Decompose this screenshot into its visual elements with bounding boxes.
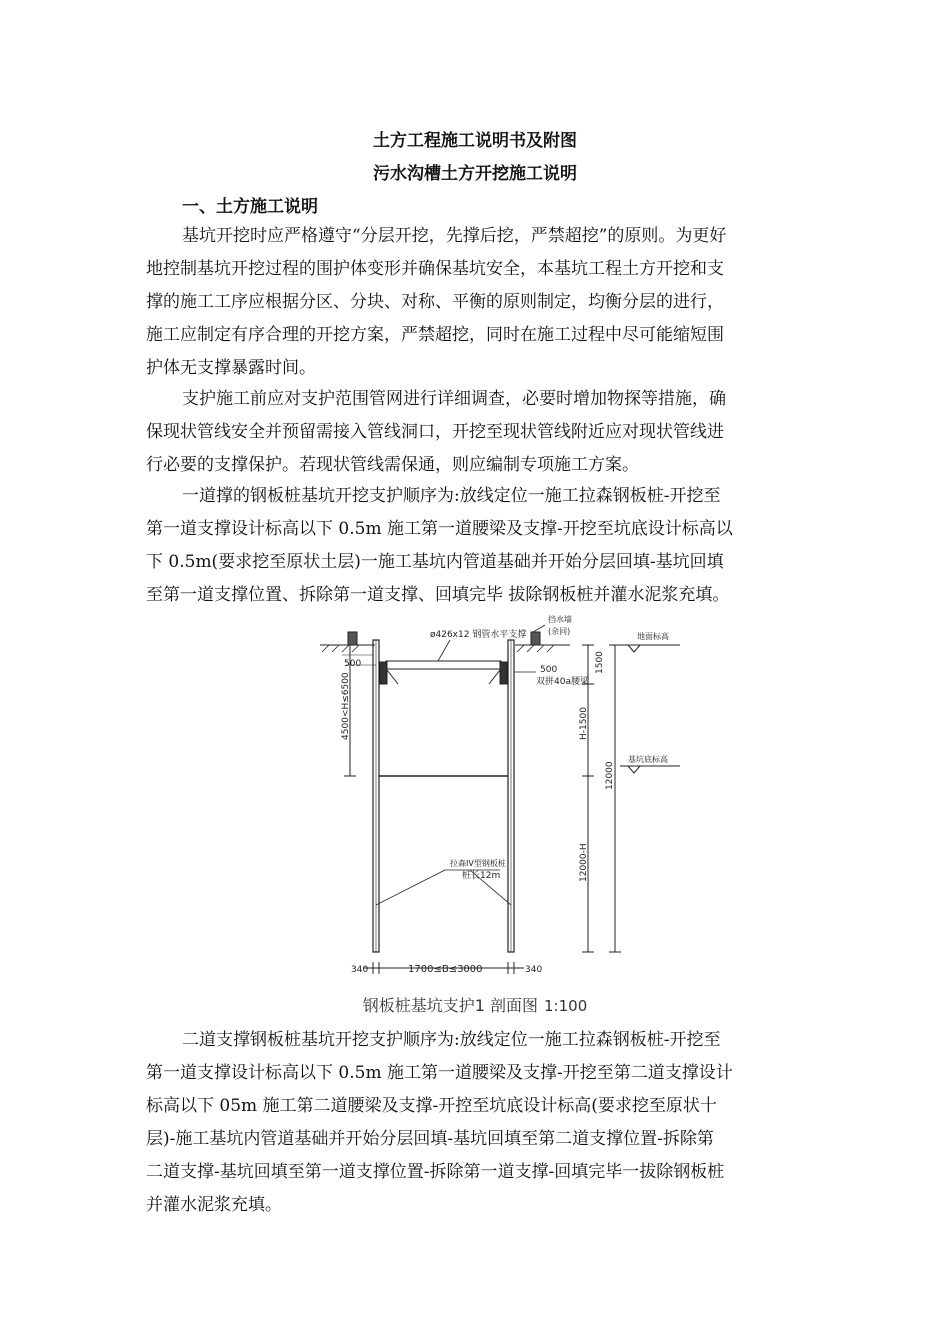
paragraph-line: 下 0.5m(要求挖至原状土层)一施工基坑内管道基础并开始分层回填-基坑回填 [146, 552, 724, 572]
retaining-wall-label: 挡水墙 [548, 615, 572, 624]
dim-500-left: 500 [344, 659, 362, 669]
ground-level-label: 地面标高 [637, 632, 669, 641]
dim-12000: 12000 [605, 761, 615, 790]
waler-left [380, 662, 387, 684]
pit-bottom-level-label: 基坑底标高 [628, 755, 668, 764]
dim-340-right: 340 [525, 965, 543, 975]
figure-caption [0, 993, 950, 1016]
pile-label: 拉森IV型钢板桩 [450, 859, 506, 868]
dim-500-right: 500 [540, 665, 558, 675]
paragraph-line: 层)-施工基坑内管道基础并开始分层回填-基坑回填至第二道支撑位置-拆除第 [146, 1129, 714, 1149]
paragraph-line: 施工应制定有序合理的开挖方案，严禁超挖，同时在施工过程中尽可能缩短围 [146, 325, 724, 345]
paragraph-line: 并灌水泥浆充填。 [146, 1195, 282, 1215]
paragraph-line: 地控制基坑开挖过程的围护体变形并确保基坑安全，本基坑工程土方开挖和支 [146, 259, 724, 279]
waler-right [500, 662, 507, 684]
paragraph-line: 二道支撑-基坑回填至第一道支撑位置-拆除第一道支撑-回填完毕一拔除钢板桩 [146, 1162, 725, 1182]
figure-caption-text: 钢板桩基坑支护1 剖面图 [362, 996, 539, 1015]
strut-label: ø426x12 钢管水平支撑 [430, 630, 527, 640]
paragraph-line: 第一道支撑设计标高以下 0.5m 施工第一道腰梁及支撑-开挖至坑底设计标高以 [146, 519, 733, 539]
paragraph-line: 二道支撑钢板桩基坑开挖支护顺序为:放线定位一施工拉森钢板桩-开挖至 [182, 1030, 721, 1050]
paragraph-4 [146, 1024, 806, 1222]
paragraph-line: 基坑开挖时应严格遵守“分层开挖，先撑后挖，严禁超挖”的原则。为更好 [182, 226, 727, 246]
document-subtitle: 污水沟槽土方开挖施工说明 [373, 164, 577, 184]
ground-hatch [322, 645, 554, 652]
retaining-wall-sub-label: (余同) [548, 627, 571, 636]
paragraph-line: 保现状管线安全并预留需接入管线洞口，开挖至现状管线附近应对现状管线进 [146, 422, 724, 442]
paragraph-line: 至第一道支撑位置、拆除第一道支撑、回填完毕 拔除钢板桩并灌水泥浆充填。 [146, 585, 730, 605]
document-title: 土方工程施工说明书及附图 [373, 131, 577, 151]
ground-level-marker [628, 645, 640, 652]
dim-depth-left: 4500<H≤6500 [341, 672, 351, 740]
paragraph-line: 护体无支撑暴露时间。 [146, 358, 316, 378]
paragraph-3 [146, 480, 806, 612]
paragraph-line: 第一道支撑设计标高以下 0.5m 施工第一道腰梁及支撑-开挖至第二道支撑设计 [146, 1063, 733, 1083]
pit-bottom-marker [628, 766, 640, 773]
waler-label: 双拼40a腰梁 [536, 677, 589, 687]
paragraph-line: 标高以下 05m 施工第二道腰梁及支撑-开控至坑底设计标高(要求挖至原状十 [146, 1096, 717, 1116]
figure-scale: 1:100 [544, 997, 588, 1015]
dim-340-left: 340 [351, 965, 369, 975]
retaining-wall-right [531, 632, 540, 645]
steel-pipe-strut [386, 661, 501, 669]
section-heading-1: 一、土方施工说明 [182, 197, 318, 217]
paragraph-line: 支护施工前应对支护范围管网进行详细调查，必要时增加物探等措施，确 [182, 389, 726, 409]
sheet-pile-section-drawing [0, 600, 950, 990]
paragraph-2 [146, 383, 806, 482]
dim-12000-minus-h: 12000-H [579, 843, 589, 882]
dim-h-minus-1500: H-1500 [579, 707, 589, 740]
paragraph-line: 一道撑的钢板桩基坑开挖支护顺序为:放线定位一施工拉森钢板桩-开挖至 [182, 486, 721, 506]
dim-1500: 1500 [595, 651, 605, 674]
retaining-wall-left [348, 632, 357, 645]
dim-width: 1700≤B≤3000 [408, 964, 483, 975]
paragraph-line: 撑的施工工序应根据分区、分块、对称、平衡的原则制定，均衡分层的进行， [146, 292, 724, 312]
paragraph-line: 行必要的支撑保护。若现状管线需保通，则应编制专项施工方案。 [146, 455, 639, 475]
pile-length-label: 桩长12m [462, 871, 501, 881]
paragraph-1 [146, 220, 806, 385]
